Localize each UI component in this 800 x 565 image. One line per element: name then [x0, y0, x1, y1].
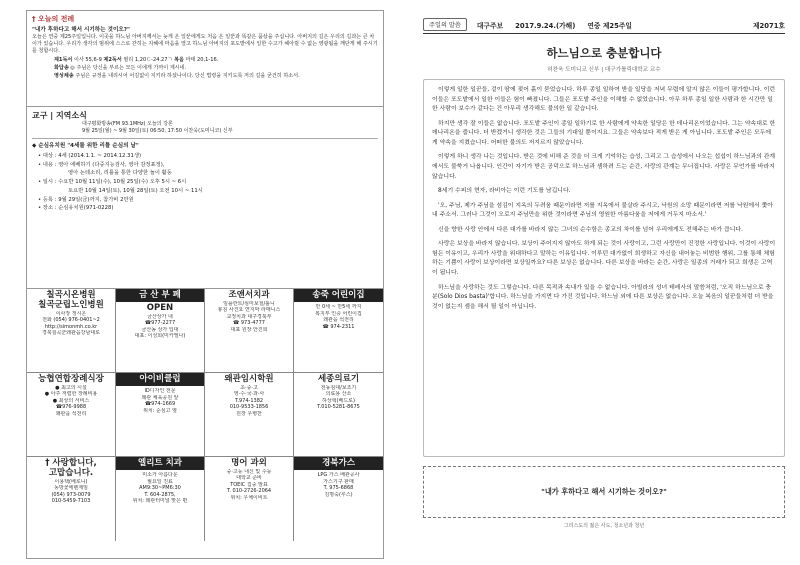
issue-number: 제2071호 — [752, 21, 785, 30]
ad-detail-line: 월요일 진료 — [147, 478, 173, 485]
advertisement-8 — [294, 373, 383, 457]
ad-detail-line: TOEIC 집중 발표 — [230, 481, 268, 488]
todays-liturgy-quote: "내가 후하다고 해서 시기하는 것이오?" — [32, 27, 130, 33]
advertisement-1 — [27, 289, 116, 373]
article-paragraph: 하느님을 사랑하는 것도 그렇습니다. 다른 목적과 속내가 있을 수 없습니다. 아빌라의 성녀 테레사의 말씀처럼, '오직 하느님으로 충분(Solo Dios basta)'합니다. 하느님을 가지면 다 가진 것입니다. 하느님 외에 다른 보상은 없습니다. 오늘 복음의 일꾼들처럼 더 받을 것이 없는지 셈을 해서 될 일이 아닙니다. — [432, 284, 774, 310]
column-badge: 주일의 말씀 — [423, 18, 467, 31]
ad-detail-line: T. 010-2726-2064 — [226, 488, 272, 495]
reading-label: 복음 — [174, 57, 184, 64]
todays-liturgy-box — [27, 11, 383, 107]
article-title: 하느님으로 충분합니다 — [546, 46, 662, 60]
ad-detail-line: 하상혁(베드로) — [322, 397, 355, 404]
ad-detail-line: 복지부 인증 어린이집 — [315, 310, 362, 317]
ad-detail-line: 전동침대/보조기 — [320, 384, 357, 391]
ad-detail-line: ☎ 973-4777 — [233, 320, 265, 327]
page-header — [423, 18, 785, 34]
ad-detail-line: 전화 (054) 976-0401~2 — [42, 317, 100, 324]
ad-detail-line: T. 975-6868 — [323, 485, 354, 492]
ad-detail-line: 대표 원장 안진희 — [230, 326, 268, 333]
reading-line — [54, 73, 378, 81]
ad-detail-line: 미소가 아름다운 — [142, 472, 178, 479]
ad-detail-line: ☎976-9988 — [55, 404, 87, 411]
footer-caption: 그리스도의 젊은 사도, 청소년과 청년 — [563, 523, 645, 529]
advertisement-7 — [205, 373, 294, 457]
event-detail-line: 영아 논테소리, 리틀을 통한 다양한 놀이 활동 — [68, 170, 172, 177]
ad-detail-line: 경북칠곡군왜관읍강남대로 — [42, 330, 100, 337]
ad-detail-line: 임플란트/심미보철/틀니 — [223, 300, 275, 307]
ad-business-name: 왜관임시학원 — [224, 374, 274, 384]
ad-detail-line: 위치: 순심고 옆 — [143, 407, 177, 414]
issue-date: 2017.9.24.(가해) — [515, 21, 576, 30]
reading-label: 화답송 — [54, 65, 69, 72]
ad-detail-line: 왜관읍 석전리 — [55, 410, 87, 417]
ad-detail-line: 왜관읍 석전리 — [323, 317, 354, 324]
ad-detail-line: 교정치과 대구경북부 — [226, 313, 272, 320]
article-body — [423, 79, 785, 457]
ad-detail-line: LPG 가스 배관공사 — [317, 472, 360, 479]
reading-label: 제1독서 — [54, 57, 73, 64]
reading-ref: 주님은 규정을 내리시어 어김없이 지키라 하셨나이다. 당신 법령을 지키도록 저의 길을 굳건히 하소서. — [75, 73, 300, 80]
advertisement-10 — [116, 457, 205, 541]
ad-detail-line: 의료용 산소 — [325, 391, 352, 398]
broadcast-line: 대구평화방송(FM 93.1MHz) 오늘의 강론 — [82, 121, 173, 127]
ad-banner-title: 송죽 어린이집 — [294, 289, 383, 302]
broadcast-line: 9월 25일(월) ~ 9월 30일(토) 06:50, 17:50 이찬욱(도미니코) 신부 — [82, 128, 233, 134]
reading-line — [54, 65, 378, 73]
ad-detail-line: ● 최상의 서비스 — [52, 397, 90, 404]
ad-detail-line: 왜관 체육공원 앞 — [141, 394, 179, 401]
event-detail-line: • 대상 : 4세 (2014.1.1. ~ 2014.12.31생) — [38, 153, 142, 159]
article-author: 허찬욱 도미니코 신부 | 대구가톨릭대학교 교수 — [547, 67, 661, 73]
ad-business-name: 능협연합장례식장 — [38, 374, 104, 384]
ad-business-name: 명어 과외 — [231, 458, 267, 468]
ad-detail-line: ● 아주 저렴한 장례비용 — [44, 391, 98, 398]
advertisement-2 — [116, 289, 205, 373]
radio-broadcast-notice — [82, 121, 378, 135]
ad-banner-title: 금 산 부 페 — [116, 289, 204, 302]
todays-liturgy-body: 오늘은 연중 제25주일입니다. 이곳을 하느님 아버지께서는 늦게 온 일꾼에게도 처음 온 일꾼과 똑같은 품삯을 주십니다. 아버지의 길은 우리의 길과는 큰 차이가 있습니다. 우리가 생각의 범위에 스스로 갇히는 지혜에 마음을 열고 하느님 아버지의 포도밭에서 일한 수고가 헤아릴 수 없는 영광됨을 깨닫게 해 주시기를 청합시다. — [32, 34, 378, 55]
ad-detail-line: ☎ 974-2311 — [322, 323, 355, 330]
closing-quote: "내가 후하다고 해서 시기하는 것이오?" — [541, 487, 667, 496]
reading-ref: 이사 55,6-9 — [73, 57, 102, 64]
ad-detail-line: 금산상가 내 — [147, 313, 173, 320]
article-paragraph: 하지만 생각 잘 이들은 없습니다. 포도밭 주인이 종일 일하기로 한 사람에게 약속한 일당은 한 데나리온이었습니다. 그는 약속대로 한 데나리온을 줍니다. 더 받겠거니 생각한 것은 그들의 기대일 뿐이지요. 그들은 약속보다 적게 받은 게 아닙니다. 포도밭 주인은 모두에게 약속을 지켰습니다. 어떠한 불의도 저지르지 않았습니다. — [432, 120, 776, 146]
ad-detail-line: T. 604-2875, — [144, 491, 176, 498]
advertisement-12 — [294, 457, 383, 541]
advertisement-grid — [27, 289, 383, 541]
ad-detail-line: 김명숙(루스) — [324, 491, 353, 498]
advertisement-9 — [27, 457, 116, 541]
ad-business-name: 고맙습니다. — [48, 467, 94, 478]
ad-business-name: 칠곡시온병원 — [46, 290, 96, 300]
ad-detail-line: T.010-5281-8675 — [317, 404, 360, 411]
ad-detail-line: ☎977-2277 — [144, 320, 176, 327]
advertisement-4 — [294, 289, 383, 373]
ad-detail-line: 중·고등 내신 및 수능 — [226, 468, 272, 475]
reading-label: 영성체송 — [54, 73, 74, 80]
ad-detail-line: http://simonmh.co.kr — [44, 323, 98, 330]
article-paragraph: 신을 향한 사랑 안에서 다른 대가를 바라지 않는 그녀의 순수함은 종교의 차이를 넘어 우리에게도 전해주는 바가 큽니다. — [438, 226, 743, 233]
readings-list — [32, 57, 378, 81]
event-title: ◆ 순심유치원 "4세를 위한 리틀 순심의 날" — [32, 143, 139, 149]
ad-detail-line: 금산농 상가 입대 — [141, 326, 179, 333]
article-paragraph: '오, 주님, 제가 주님을 섬김이 지옥의 두려움 때문이라면 저를 지옥에서 불살라 주시고, 낙원의 소망 때문이라면 저를 낙원에서 쫓아내 주소서. 그러나 그것이 오로지 주님만을 위한 것이라면 주님의 영원한 아름다움을 저에게 거두지 마소서.' — [432, 202, 773, 219]
diocese-news-title: 교구 | 지역소식 — [32, 111, 87, 120]
todays-liturgy-title: † 오늘의 전례 — [32, 15, 75, 23]
article-paragraph: 이렇게 하니 생각 나는 것입니다. 받은 것에 비해 준 것을 더 크게 기억하는 습성, 그리고 그 습성에서 나오는 섭섭이 하느님과의 관계에서도 불쑥거 나옵니다. 인간이 자기가 받은 공덕으로 하느님과 셈하려 드는 순간, 사랑의 관계는 무너집니다. 사랑은 무언가를 바라지 않습니다. — [432, 154, 776, 180]
ad-detail-line: 010-5459-7103 — [51, 498, 91, 505]
sunday-name: 연중 제25주일 — [587, 21, 632, 30]
article-paragraph: 이렇게 일한 일꾼들, 겉이 땀에 젖어 흙이 묻었습니다. 하루 종일 일하여 받을 일당을 저녁 무렵에 알지 않은 이들이 평가합니다. 이런 이들은 포도밭에서 일한 이들은 험이 빠졌니다. 그들은 포도밭 주인을 이해할 수 없었습니다. 아무 하루 종일 일한 사람과 한 시간만 일한 사람이 보수가 같다는 건 아무리 생각해도 불의한 일 같습니다. — [432, 87, 776, 113]
bulletin-right-page — [423, 10, 785, 559]
ad-banner-title: 경북가스 — [294, 457, 383, 470]
event-detail-line: • 장소 : 순심유치원(971-0228) — [38, 205, 114, 212]
ad-business-name: 칠곡군립노인병원 — [38, 299, 104, 310]
ad-business-name: † 사랑합니다, — [45, 458, 97, 468]
ad-business-name: OPEN — [146, 303, 174, 314]
ad-detail-line: ☎974-1669 — [144, 401, 176, 408]
ad-banner-title: 엘리트 치과 — [116, 457, 204, 470]
ad-detail-line: ● 최고의 시설 — [55, 384, 87, 391]
event-detail-line: 토요반 10월 14일(토), 10월 28일(토) 오전 10시 ~ 11시 — [68, 187, 203, 194]
advertisement-6 — [116, 373, 205, 457]
ad-detail-line: 010-9533-1856 — [229, 404, 269, 411]
closing-quote-box — [423, 466, 785, 518]
event-detail-line: • 등록 : 9월 29일(금)까지, 참가비 2만원 — [38, 196, 134, 203]
ad-detail-line: 영·수·국·과·사 — [233, 391, 265, 398]
article-paragraph: 사랑은 보상을 바라지 않습니다. 보상이 주어지지 않아도 하게 되는 것이 사랑이고, 그런 사랑만이 진정한 사랑입니다. 이것이 사랑이 험든 이유이고, 우리가 사랑을 위대하다고 말하는 이유입니다. 이루던 대가없이 희생하고 자신을 내어놓는 비범한 행위, 그를 통해 체험하는 기쁨이 사랑이 보상이라면 보상일까요? 다른 보상은 없습니다. 다른 보상을 바라는 순간, 사랑은 일종의 거래가 되고 희생은 고역이 됩니다. — [432, 241, 776, 276]
ad-detail-line: 원장 우병찬 — [236, 410, 262, 417]
reading-ref: ◎ 주님은 당신을 부르는 모든 이에게 가까이 계시네. — [70, 65, 187, 72]
paper-name: 대구주보 — [476, 21, 504, 30]
ad-detail-line: 만 0세 ~ 만5세 까지 — [315, 304, 362, 311]
ad-detail-line: 초·중·고 — [240, 384, 258, 391]
bulletin-left-page — [26, 10, 384, 559]
reading-ref: 마태 20,1-16. — [185, 57, 219, 64]
ad-detail-line: AM9:30~PM6:30 — [139, 485, 181, 492]
reading-ref: 필리 1,20ㄷ-24.27ㄱ — [123, 57, 173, 64]
advertisement-11 — [205, 457, 294, 541]
ad-detail-line: 위치: 우체이비트 — [230, 494, 268, 501]
diocese-news-box — [27, 107, 383, 289]
ad-detail-line: 대표: 이성희(미카엘나) — [134, 333, 186, 340]
ad-detail-line: 대학교 준비 — [236, 475, 262, 482]
ad-detail-line: T.974-1382 — [234, 397, 264, 404]
event-details — [32, 152, 378, 213]
article-paragraph: 8세기 수피의 현자, 라비아는 이런 기도를 남깁니다. — [438, 188, 571, 195]
ad-detail-line: ID디자인 전문 — [144, 388, 176, 395]
reading-label: 제2독서 — [103, 57, 122, 64]
ad-detail-line: 가스기구 판매 — [323, 478, 354, 485]
ad-business-name: 세종의료기 — [317, 374, 360, 384]
ad-detail-line: 이사장 정시온 — [55, 310, 87, 317]
ad-detail-line: 동방꽃에렌제임 — [54, 485, 88, 492]
event-detail-line: • 내용 : 영아 에베하기 (다중지능검사, 영아 감정표정), — [38, 161, 165, 168]
event-detail-line: • 일시 : 수요반 10월 11일(수), 10월 25일(수) 오후 5시 ~ 6시 — [38, 179, 187, 186]
ad-detail-line: (054) 973-0079 — [51, 491, 91, 498]
ad-detail-line: 위치: 왜관터미널 맞은 편 — [132, 498, 188, 505]
ad-detail-line: 봉침 사진요 연지막 라매니스 — [217, 307, 281, 314]
ad-detail-line: 이용택(베로니) — [54, 478, 88, 485]
advertisement-5 — [27, 373, 116, 457]
ad-banner-title: 아이비클럽 — [116, 373, 204, 386]
ad-business-name: 조앤서치과 — [228, 290, 270, 300]
advertisement-3 — [205, 289, 294, 373]
